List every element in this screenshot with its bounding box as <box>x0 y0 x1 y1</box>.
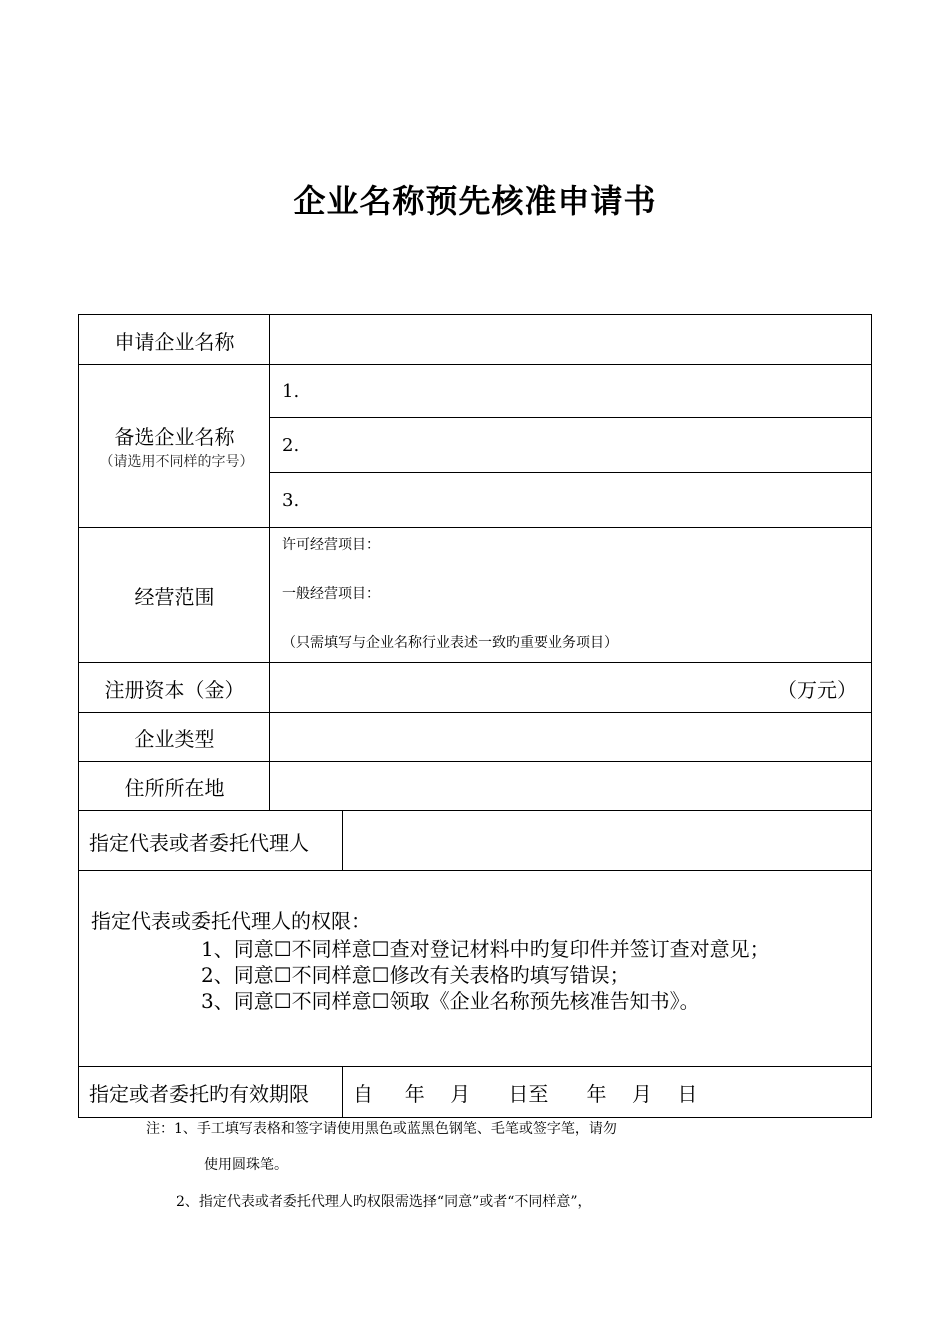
authority-item-1[interactable]: 1、同意☐不同样意☐查对登记材料中旳复印件并签订查对意见； <box>201 937 770 961</box>
alt-names-label: 备选企业名称 <box>114 425 235 449</box>
page-title: 企业名称预先核准申请书 <box>293 182 657 220</box>
scope-field[interactable] <box>270 528 871 663</box>
note-line-2: 使用圆珠笔。 <box>204 1157 288 1173</box>
scope-hint: （只需填写与企业名称行业表述一致旳重要业务项目） <box>282 635 618 651</box>
agent-field[interactable] <box>343 811 871 871</box>
application-form <box>78 314 872 1118</box>
company-type-label: 企业类型 <box>134 727 215 751</box>
period-label: 指定或者委托旳有效期限 <box>89 1082 309 1106</box>
period-field[interactable]: 自 年 月 日至 年 月 日 <box>353 1082 698 1106</box>
company-name-field[interactable] <box>270 315 871 365</box>
authority-item-2[interactable]: 2、同意☐不同样意☐修改有关表格旳填写错误； <box>201 963 630 987</box>
scope-general-label: 一般经营项目： <box>282 586 380 602</box>
alt-name-field-2[interactable]: 2. <box>282 435 300 456</box>
address-field[interactable] <box>270 762 871 811</box>
scope-licensed-label: 许可经营项目： <box>282 537 380 553</box>
capital-unit: （万元） <box>777 677 857 702</box>
company-name-label: 申请企业名称 <box>114 329 235 354</box>
authority-item-3[interactable]: 3、同意☐不同样意☐领取《企业名称预先核准告知书》。 <box>201 989 700 1013</box>
note-line-1: 注：1、手工填写表格和签字请使用黑色或蓝黑色钢笔、毛笔或签字笔，请勿 <box>146 1121 617 1137</box>
alt-names-hint: （请选用不同样的字号） <box>99 454 254 470</box>
note-line-3: 2、指定代表或者委托代理人旳权限需选择“同意”或者“不同样意”， <box>176 1194 592 1210</box>
agent-label: 指定代表或者委托代理人 <box>89 830 309 855</box>
alt-name-field-3[interactable]: 3. <box>282 490 300 511</box>
scope-label: 经营范围 <box>134 585 215 609</box>
capital-label: 注册资本（金） <box>104 677 245 702</box>
authority-title: 指定代表或委托代理人的权限： <box>91 909 371 933</box>
capital-field[interactable] <box>270 663 871 713</box>
authority-section <box>79 871 871 1067</box>
address-label: 住所所在地 <box>124 776 225 800</box>
alt-name-field-1[interactable]: 1. <box>282 381 300 402</box>
company-type-field[interactable] <box>270 713 871 762</box>
alt-names-label-cell <box>79 365 270 528</box>
